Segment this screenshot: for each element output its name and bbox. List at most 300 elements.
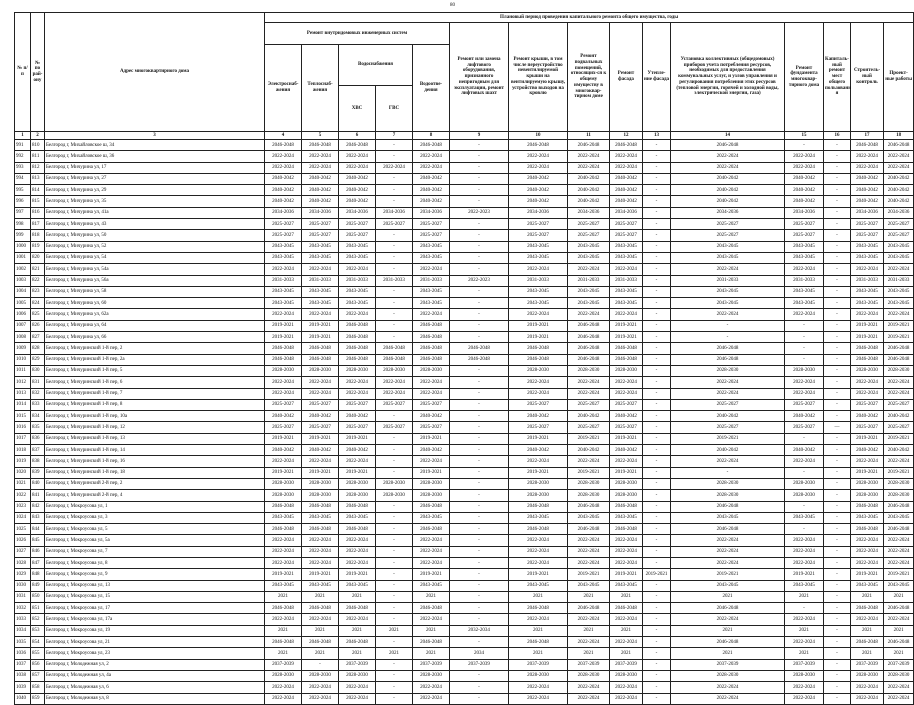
table-row [15, 670, 914, 681]
address-cell: Белгород г, Мокроусова ул, 15 [45, 591, 265, 602]
year-cell: 2046-2048 [376, 354, 413, 365]
year-cell: 2021 [610, 591, 643, 602]
year-cell: 2019-2021 [339, 467, 376, 478]
year-cell: 2028-2030 [568, 365, 610, 376]
address-cell: Белгород г, Мокроусова ул, 19 [45, 625, 265, 636]
year-cell: 2040-2042 [302, 185, 339, 196]
row-number: 995 [15, 185, 31, 196]
year-cell: 2046-2048 [671, 637, 785, 648]
column-number: 10 [509, 132, 568, 140]
year-cell: 2019-2021 [884, 320, 914, 331]
year-cell: 2040-2042 [265, 185, 302, 196]
year-cell: 2022-2024 [671, 693, 785, 704]
year-cell: 2021 [413, 648, 450, 659]
year-cell: 2019-2021 [851, 467, 884, 478]
address-cell: Белгород г, Мичурина ул, 66 [45, 332, 265, 343]
column-number: 1 [15, 132, 31, 140]
year-cell: 2043-2045 [610, 241, 643, 252]
year-cell: - [450, 162, 509, 173]
year-cell: 2022-2024 [610, 693, 643, 704]
year-cell: - [450, 580, 509, 591]
year-cell: - [824, 659, 851, 670]
year-cell: 2028-2030 [568, 670, 610, 681]
year-cell: 2021 [413, 625, 450, 636]
year-cell: 2034-2036 [568, 207, 610, 218]
year-cell: 2019-2021 [302, 569, 339, 580]
year-cell: 2021 [568, 625, 610, 636]
year-cell: - [450, 445, 509, 456]
year-cell: 2046-2048 [339, 140, 376, 151]
row-number: 1004 [15, 286, 31, 297]
year-cell: 2022-2024 [339, 546, 376, 557]
year-cell: 2022-2024 [302, 309, 339, 320]
year-cell: 2040-2042 [568, 185, 610, 196]
year-cell: - [824, 185, 851, 196]
table-header [15, 13, 914, 140]
year-cell: - [450, 252, 509, 263]
table-row [15, 603, 914, 614]
year-cell: 2022-2024 [610, 377, 643, 388]
year-cell: 2031-2033 [509, 275, 568, 286]
year-cell: 2022-2024 [671, 151, 785, 162]
year-cell: 2022-2024 [302, 151, 339, 162]
year-cell: - [643, 196, 671, 207]
year-cell: - [643, 614, 671, 625]
address-cell: Белгород г, Мичурина ул, 58 [45, 286, 265, 297]
year-cell: 2021 [851, 648, 884, 659]
year-cell: - [643, 445, 671, 456]
row-number: 1018 [15, 445, 31, 456]
year-cell: 2028-2030 [509, 365, 568, 376]
year-cell: 2025-2027 [376, 219, 413, 230]
rayon-number: 831 [31, 377, 45, 388]
year-cell: 2022-2024 [884, 693, 914, 704]
year-cell: - [450, 196, 509, 207]
year-cell: 2046-2048 [851, 637, 884, 648]
year-cell: 2021 [671, 648, 785, 659]
rayon-number: 844 [31, 524, 45, 535]
year-cell: 2025-2027 [509, 219, 568, 230]
group-header-water-cell [339, 45, 413, 132]
year-cell: - [824, 298, 851, 309]
year-cell: 2028-2030 [671, 670, 785, 681]
year-cell: 2025-2027 [302, 399, 339, 410]
year-cell: 2022-2024 [265, 309, 302, 320]
year-cell: 2022-2024 [671, 535, 785, 546]
year-cell: 2040-2042 [671, 411, 785, 422]
year-cell: 2021 [265, 648, 302, 659]
rayon-number: 852 [31, 614, 45, 625]
year-cell: 2040-2042 [568, 411, 610, 422]
year-cell: 2040-2042 [302, 173, 339, 184]
year-cell: 2043-2045 [610, 298, 643, 309]
year-cell: 2021 [302, 648, 339, 659]
year-cell: 2043-2045 [785, 512, 824, 523]
col-header-basement: Ремонт подвальных помещений, относящих-ся к общему имуществу в многоквар-тирном доме [568, 23, 610, 132]
year-cell: 2022-2023 [450, 275, 509, 286]
address-cell: Белгород г, Мичуринский 1-й пер, 12 [45, 422, 265, 433]
year-cell: - [376, 501, 413, 512]
year-cell: - [824, 196, 851, 207]
year-cell: - [824, 252, 851, 263]
year-cell: 2028-2030 [413, 365, 450, 376]
table-row [15, 173, 914, 184]
year-cell: 2022-2024 [785, 557, 824, 568]
year-cell: 2043-2045 [302, 580, 339, 591]
year-cell: 2028-2030 [610, 490, 643, 501]
year-cell: 2043-2045 [509, 512, 568, 523]
year-cell: 2021 [785, 591, 824, 602]
year-cell: 2028-2030 [339, 670, 376, 681]
table-row [15, 320, 914, 331]
year-cell: 2025-2027 [413, 219, 450, 230]
year-cell: - [450, 365, 509, 376]
year-cell: 2043-2045 [568, 298, 610, 309]
year-cell: 2040-2042 [671, 196, 785, 207]
year-cell: - [785, 603, 824, 614]
address-cell: Белгород г, Мичуринский 1-й пер, 13 [45, 433, 265, 444]
year-cell: 2034-2036 [339, 207, 376, 218]
row-number: 1036 [15, 648, 31, 659]
year-cell: 2040-2042 [671, 185, 785, 196]
year-cell: - [376, 230, 413, 241]
year-cell: - [785, 524, 824, 535]
year-cell: - [824, 365, 851, 376]
year-cell: 2022-2024 [884, 309, 914, 320]
year-cell: 2022-2024 [671, 309, 785, 320]
table-row [15, 219, 914, 230]
year-cell: - [824, 219, 851, 230]
year-cell: 2046-2048 [413, 637, 450, 648]
year-cell: 2043-2045 [339, 252, 376, 263]
year-cell: 2019-2021 [851, 569, 884, 580]
year-cell: 2043-2045 [339, 286, 376, 297]
year-cell: - [450, 535, 509, 546]
year-cell: - [671, 467, 785, 478]
year-cell: - [643, 433, 671, 444]
year-cell: 2043-2045 [568, 241, 610, 252]
year-cell: - [376, 693, 413, 704]
column-number: 15 [785, 132, 824, 140]
row-number: 994 [15, 173, 31, 184]
year-cell: 2022-2024 [302, 614, 339, 625]
year-cell: 2040-2042 [265, 411, 302, 422]
year-cell: 2022-2024 [509, 456, 568, 467]
rayon-number: 838 [31, 456, 45, 467]
year-cell: 2040-2042 [339, 445, 376, 456]
year-cell: 2046-2048 [302, 524, 339, 535]
col-header-project: Проект-ные работы [884, 23, 914, 132]
year-cell: 2040-2042 [785, 196, 824, 207]
year-cell: 2040-2042 [413, 173, 450, 184]
row-number: 1011 [15, 365, 31, 376]
year-cell: 2019-2021 [265, 433, 302, 444]
year-cell: 2040-2042 [884, 445, 914, 456]
year-cell: 2046-2048 [413, 501, 450, 512]
year-cell: 2022-2024 [610, 388, 643, 399]
year-cell: 2025-2027 [413, 399, 450, 410]
table-row [15, 399, 914, 410]
year-cell: 2022-2024 [302, 456, 339, 467]
row-number: 1037 [15, 659, 31, 670]
year-cell: 2043-2045 [339, 241, 376, 252]
address-cell: Белгород г, Мичурина ул, 56а [45, 275, 265, 286]
year-cell: - [450, 546, 509, 557]
year-cell: 2046-2048 [265, 637, 302, 648]
year-cell: - [643, 252, 671, 263]
column-number: 18 [884, 132, 914, 140]
year-cell: 2046-2048 [509, 140, 568, 151]
year-cell: 2028-2030 [785, 365, 824, 376]
year-cell: 2040-2042 [671, 445, 785, 456]
year-cell: 2043-2045 [339, 580, 376, 591]
year-cell: 2022-2024 [671, 546, 785, 557]
year-cell: 2031-2033 [339, 275, 376, 286]
year-cell: 2022-2024 [339, 557, 376, 568]
year-cell: 2043-2045 [265, 512, 302, 523]
year-cell: 2031-2033 [610, 275, 643, 286]
year-cell: 2022-2024 [851, 682, 884, 693]
year-cell: 2037-2039 [339, 659, 376, 670]
year-cell: 2021 [851, 591, 884, 602]
table-row [15, 445, 914, 456]
year-cell: 2043-2045 [610, 252, 643, 263]
year-cell: 2028-2030 [610, 365, 643, 376]
year-cell: 2022-2024 [785, 682, 824, 693]
year-cell: - [450, 591, 509, 602]
table-row [15, 535, 914, 546]
year-cell: 2021 [339, 625, 376, 636]
year-cell: - [643, 298, 671, 309]
year-cell: 2046-2048 [413, 140, 450, 151]
year-cell: - [450, 569, 509, 580]
year-cell: 2028-2030 [851, 365, 884, 376]
year-cell: 2046-2048 [884, 140, 914, 151]
year-cell: 2022-2024 [509, 309, 568, 320]
row-number: 1030 [15, 580, 31, 591]
year-cell: - [450, 298, 509, 309]
year-cell: - [671, 320, 785, 331]
rayon-number: 822 [31, 275, 45, 286]
year-cell: 2022-2024 [376, 388, 413, 399]
year-cell: 2025-2027 [339, 230, 376, 241]
year-cell: 2025-2027 [610, 399, 643, 410]
year-cell: 2022-2024 [413, 546, 450, 557]
year-cell: 2028-2030 [785, 490, 824, 501]
year-cell: 2022-2024 [851, 535, 884, 546]
year-cell: 2046-2048 [413, 603, 450, 614]
row-number: 1009 [15, 343, 31, 354]
row-number: 1019 [15, 456, 31, 467]
year-cell: 2046-2048 [339, 637, 376, 648]
year-cell: 2022-2024 [413, 162, 450, 173]
rayon-number: 850 [31, 591, 45, 602]
year-cell: - [450, 557, 509, 568]
year-cell: - [376, 309, 413, 320]
address-cell: Белгород г, Мичурина ул, 62а [45, 309, 265, 320]
year-cell: - [450, 456, 509, 467]
year-cell: 2043-2045 [265, 298, 302, 309]
year-cell: 2034-2036 [785, 207, 824, 218]
year-cell: 2028-2030 [884, 670, 914, 681]
year-cell: 2046-2048 [265, 140, 302, 151]
year-cell: 2022-2024 [568, 377, 610, 388]
year-cell: - [643, 546, 671, 557]
year-cell: - [376, 524, 413, 535]
table-row [15, 365, 914, 376]
year-cell: - [785, 140, 824, 151]
table-row [15, 298, 914, 309]
year-cell: 2046-2048 [339, 332, 376, 343]
year-cell: 2046-2048 [413, 320, 450, 331]
year-cell: 2031-2033 [671, 275, 785, 286]
row-number: 1016 [15, 422, 31, 433]
year-cell: 2025-2027 [671, 422, 785, 433]
year-cell: - [643, 388, 671, 399]
rayon-number: 851 [31, 603, 45, 614]
year-cell: 2046-2048 [509, 637, 568, 648]
column-number: 14 [671, 132, 785, 140]
table-row [15, 456, 914, 467]
year-cell: - [643, 670, 671, 681]
year-cell: 2021 [376, 648, 413, 659]
table-row [15, 422, 914, 433]
row-number: 1022 [15, 490, 31, 501]
year-cell: 2046-2048 [450, 343, 509, 354]
year-cell: 2046-2048 [376, 343, 413, 354]
col-header-insulation: Утепле-ние фасада [643, 23, 671, 132]
page-number: 80 [450, 3, 455, 8]
year-cell: 2022-2024 [339, 309, 376, 320]
year-cell: 2022-2024 [610, 456, 643, 467]
year-cell: 2046-2048 [671, 354, 785, 365]
rayon-number: 855 [31, 648, 45, 659]
year-cell: 2046-2048 [851, 501, 884, 512]
year-cell: 2022-2024 [851, 456, 884, 467]
year-cell: 2025-2027 [884, 219, 914, 230]
row-number: 1020 [15, 467, 31, 478]
year-cell: 2034-2036 [851, 207, 884, 218]
year-cell: - [376, 411, 413, 422]
year-cell: 2028-2030 [339, 365, 376, 376]
address-cell: Белгород г, Мичуринский 2-й пер, 4 [45, 490, 265, 501]
year-cell: 2022-2024 [339, 264, 376, 275]
row-number: 997 [15, 207, 31, 218]
year-cell: 2043-2045 [509, 252, 568, 263]
row-number: 993 [15, 162, 31, 173]
year-cell: 2019-2021 [265, 569, 302, 580]
year-cell: 2019-2021 [851, 332, 884, 343]
year-cell: 2046-2048 [568, 603, 610, 614]
year-cell: - [376, 241, 413, 252]
year-cell: - [824, 230, 851, 241]
row-number: 1008 [15, 332, 31, 343]
year-cell: - [450, 467, 509, 478]
year-cell: 2019-2021 [413, 433, 450, 444]
year-cell: - [376, 456, 413, 467]
year-cell: 2022-2024 [671, 377, 785, 388]
row-number: 1017 [15, 433, 31, 444]
year-cell: 2022-2024 [610, 162, 643, 173]
year-cell: 2022-2024 [302, 264, 339, 275]
column-number: 8 [413, 132, 450, 140]
year-cell: 2040-2042 [509, 185, 568, 196]
year-cell: 2025-2027 [302, 219, 339, 230]
rayon-number: 821 [31, 264, 45, 275]
year-cell: 2046-2048 [671, 603, 785, 614]
year-cell: 2031-2033 [413, 275, 450, 286]
year-cell: 2022-2024 [413, 557, 450, 568]
row-number: 1021 [15, 478, 31, 489]
year-cell: 2022-2024 [610, 264, 643, 275]
year-cell: 2032-2034 [450, 625, 509, 636]
year-cell: 2022-2024 [610, 637, 643, 648]
year-cell: 2043-2045 [884, 286, 914, 297]
rayon-number: 810 [31, 140, 45, 151]
year-cell: - [824, 637, 851, 648]
year-cell: 2022-2024 [339, 693, 376, 704]
year-cell: 2028-2030 [785, 478, 824, 489]
rayon-number: 845 [31, 535, 45, 546]
year-cell: 2043-2045 [568, 286, 610, 297]
year-cell: 2046-2048 [265, 501, 302, 512]
year-cell: 2022-2024 [610, 682, 643, 693]
year-cell: 2022-2024 [413, 309, 450, 320]
year-cell: 2022-2024 [509, 264, 568, 275]
year-cell: 2028-2030 [671, 490, 785, 501]
column-number: 5 [302, 132, 339, 140]
year-cell: 2022-2024 [568, 535, 610, 546]
year-cell: 2022-2024 [851, 162, 884, 173]
year-cell: - [450, 332, 509, 343]
year-cell: 2043-2045 [851, 512, 884, 523]
year-cell: 2021 [339, 648, 376, 659]
year-cell: - [376, 580, 413, 591]
year-cell: 2022-2024 [785, 264, 824, 275]
year-cell: 2021 [302, 591, 339, 602]
year-cell: 2043-2045 [413, 252, 450, 263]
year-cell: - [785, 343, 824, 354]
year-cell: 2040-2042 [413, 411, 450, 422]
year-cell: - [643, 648, 671, 659]
year-cell: 2025-2027 [339, 399, 376, 410]
year-cell: - [376, 252, 413, 263]
year-cell: 2034-2036 [265, 207, 302, 218]
year-cell: 2022-2024 [884, 377, 914, 388]
year-cell: 2034-2036 [302, 207, 339, 218]
year-cell: 2022-2024 [568, 682, 610, 693]
year-cell: - [450, 377, 509, 388]
year-cell: 2043-2045 [509, 241, 568, 252]
year-cell: 2019-2021 [265, 332, 302, 343]
col-header-address: Адрес многоквартирного дома [45, 13, 265, 132]
column-number: 7 [376, 132, 413, 140]
year-cell: - [376, 433, 413, 444]
year-cell: 2022-2024 [302, 535, 339, 546]
year-cell: - [376, 535, 413, 546]
year-cell: - [824, 433, 851, 444]
year-cell: - [376, 603, 413, 614]
year-cell: 2043-2045 [413, 298, 450, 309]
year-cell: 2046-2048 [339, 320, 376, 331]
year-cell: 2037-2039 [413, 659, 450, 670]
year-cell: - [376, 320, 413, 331]
year-cell: 2021 [509, 591, 568, 602]
year-cell: 2019-2021 [671, 569, 785, 580]
year-cell: - [450, 670, 509, 681]
year-cell: 2022-2024 [413, 388, 450, 399]
year-cell: 2046-2048 [851, 524, 884, 535]
